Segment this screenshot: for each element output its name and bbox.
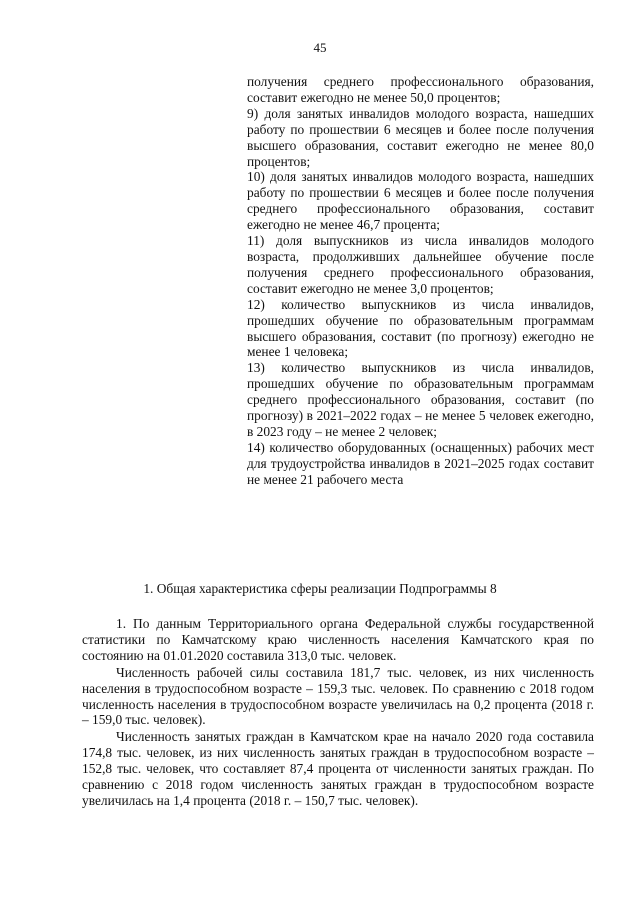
- list-item: 9) доля занятых инвалидов молодого возраста, нашедших работу по прошествии 6 месяцев и более после получения высшего образования, составит ежегодно не менее 80,0 процентов;: [247, 105, 594, 169]
- section-heading: 1. Общая характеристика сферы реализации Подпрограммы 8: [143, 581, 497, 596]
- paragraph: Численность занятых граждан в Камчатском крае на начало 2020 года составила 174,8 тыс. человек, из них численность занятых граждан в трудоспособном возрасте – 152,8 тыс. человек, что составляет 87,4 процента от численности занятых граждан. По сравнению с 2018 годом численность занятых граждан в трудоспособном возрасте увеличилась на 1,4 процента (2018 г. – 150,7 тыс. человек).: [82, 729, 594, 808]
- list-item: получения среднего профессионального образования, составит ежегодно не менее 50,0 процентов;: [247, 74, 594, 105]
- list-item: 11) доля выпускников из числа инвалидов молодого возраста, продолживших дальнейшее обучение после получения среднего профессионального образования, составит ежегодно не менее 3,0 процентов;: [247, 233, 594, 296]
- list-item: 13) количество выпускников из числа инвалидов, прошедших обучение по образовательным программам среднего профессионального образования, составит (по прогнозу) в 2021–2022 годах – не менее 5 человек ежегодно, в 2023 году – не менее 2 человек;: [247, 360, 594, 439]
- indicator-list: [247, 74, 594, 488]
- paragraph: Численность рабочей силы составила 181,7 тыс. человек, из них численность населения в трудоспособном возрасте – 159,3 тыс. человек. По сравнению с 2018 годом численность населения в трудоспособном возрасте увеличилась на 0,2 процента (2018 г. – 159,0 тыс. человек).: [82, 664, 594, 728]
- list-item: 14) количество оборудованных (оснащенных) рабочих мест для трудоустройства инвалидов в 2021–2025 годах составит не менее 21 рабочего места: [247, 439, 594, 487]
- list-item: 10) доля занятых инвалидов молодого возраста, нашедших работу по прошествии 6 месяцев и более после получения среднего профессионального образования, составит ежегодно не менее 46,7 процента;: [247, 169, 594, 233]
- section-body: [82, 616, 594, 810]
- list-item: 12) количество выпускников из числа инвалидов, прошедших обучение по образовательным программам высшего образования, составит (по прогнозу) ежегодно не менее 1 человека;: [247, 296, 594, 360]
- paragraph: 1. По данным Территориального органа Федеральной службы государственной статистики по Камчатскому краю численность населения Камчатского края по состоянию на 01.01.2020 составила 313,0 тыс. человек.: [82, 616, 594, 663]
- page-number: 45: [313, 40, 327, 55]
